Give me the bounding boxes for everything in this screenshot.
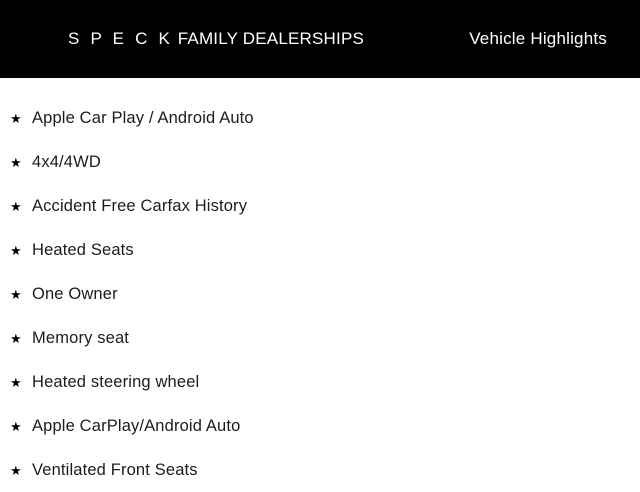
brand-name-primary: S P E C K	[68, 29, 174, 48]
star-icon: ★	[10, 198, 22, 214]
list-item	[0, 228, 640, 272]
star-icon: ★	[10, 154, 22, 170]
star-icon: ★	[10, 242, 22, 258]
list-item-label: Heated Seats	[32, 240, 134, 259]
brand-name-secondary: FAMILY DEALERSHIPS	[177, 29, 365, 48]
list-item-label: Heated steering wheel	[32, 372, 200, 391]
list-item-label: Apple Car Play / Android Auto	[32, 108, 254, 127]
list-item-label: Memory seat	[32, 328, 130, 347]
star-icon: ★	[10, 330, 22, 346]
dealership-brand	[68, 29, 364, 49]
list-item	[0, 448, 640, 492]
star-icon: ★	[10, 286, 22, 302]
page-title: Vehicle Highlights	[469, 29, 607, 48]
list-item-label: One Owner	[32, 284, 118, 303]
list-item	[0, 272, 640, 316]
list-item-label: Accident Free Carfax History	[32, 196, 248, 215]
list-item	[0, 316, 640, 360]
page-header	[0, 0, 640, 78]
list-item	[0, 140, 640, 184]
list-item	[0, 184, 640, 228]
list-item-label: Ventilated Front Seats	[32, 460, 198, 479]
list-item-label: Apple CarPlay/Android Auto	[32, 416, 241, 435]
star-icon: ★	[10, 374, 22, 390]
list-item	[0, 360, 640, 404]
vehicle-highlights-list	[0, 78, 640, 492]
list-item	[0, 404, 640, 448]
list-item-label: 4x4/4WD	[32, 152, 101, 171]
star-icon: ★	[10, 462, 22, 478]
list-item	[0, 96, 640, 140]
star-icon: ★	[10, 110, 22, 126]
star-icon: ★	[10, 418, 22, 434]
